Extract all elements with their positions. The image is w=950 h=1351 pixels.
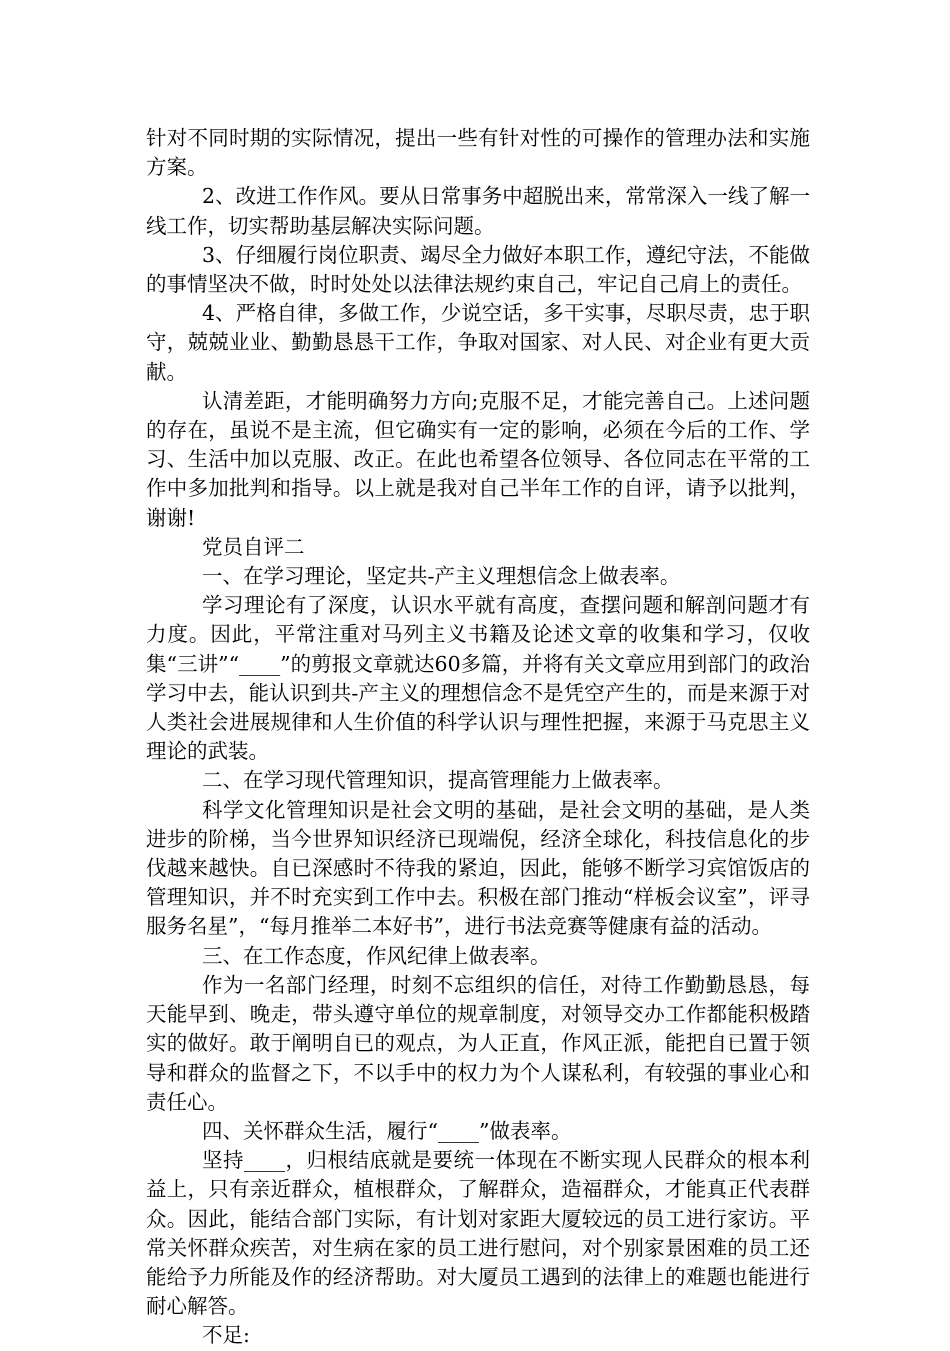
paragraph: 3、仔细履行岗位职责、竭尽全力做好本职工作，遵纪守法，不能做的事情坚决不做，时时处处以法律法规约束自己，牢记自己肩上的责任。: [146, 242, 810, 297]
paragraph: 认清差距，才能明确努力方向;克服不足，才能完善自己。上述问题的存在，虽说不是主流，但它确实有一定的影响，必须在今后的工作、学习、生活中加以克服、改正。在此也希望各位领导、各位同志在平常的工作中多加批判和指导。以上就是我对自己半年工作的自评，请予以批判，谢谢!: [146, 388, 810, 530]
paragraph: 2、改进工作作风。要从日常事务中超脱出来，常常深入一线了解一线工作，切实帮助基层解决实际问题。: [146, 184, 810, 238]
document-body: [146, 124, 810, 1351]
paragraph: 坚持____，归根结底就是要统一体现在不断实现人民群众的根本利益上，只有亲近群众，植根群众，了解群众，造福群众，才能真正代表群众。因此，能结合部门实际，有计划对家距大厦较远的员工进行家访。平常关怀群众疾苦，对生病在家的员工进行慰问，对个别家景困难的员工还能给予力所能及作的经济帮助。对大厦员工遇到的法律上的难题也能进行耐心解答。: [146, 1148, 810, 1319]
section-heading: 二、在学习现代管理知识，提高管理能力上做表率。: [202, 768, 674, 793]
paragraph: 4、严格自律，多做工作，少说空话，多干实事，尽职尽责，忠于职守，兢兢业业、勤勤恳恳干工作，争取对国家、对人民、对企业有更大贡献。: [146, 301, 810, 384]
section-heading: 党员自评二: [202, 534, 305, 559]
section-heading: 一、在学习理论，坚定共-产主义理想信念上做表率。: [202, 564, 681, 589]
paragraph: 学习理论有了深度，认识水平就有高度，查摆问题和解剖问题才有力度。因此，平常注重对马列主义书籍及论述文章的收集和学习，仅收集“三讲”“____”的剪报文章就达60多篇，并将有关文章应用到部门的政治学习中去，能认识到共-产主义的理想信念不是凭空产生的，而是来源于对人类社会进展规律和人生价值的科学认识与理性把握，来源于马克思主义理论的武装。: [146, 593, 810, 764]
section-heading: 四、关怀群众生活，履行“____”做表率。: [202, 1118, 572, 1143]
paragraph: 针对不同时期的实际情况，提出一些有针对性的可操作的管理办法和实施方案。: [146, 126, 810, 180]
paragraph: 不足:: [202, 1323, 250, 1348]
section-heading: 三、在工作态度，作风纪律上做表率。: [202, 943, 551, 968]
paragraph: 作为一名部门经理，时刻不忘组织的信任，对待工作勤勤恳恳，每天能早到、晚走，带头遵守单位的规章制度，对领导交办工作都能积极踏实的做好。敢于阐明自已的观点，为人正直，作风正派，能把自已置于领导和群众的监督之下，不以手中的权力为个人谋私利，有较强的事业心和责任心。: [146, 972, 810, 1114]
paragraph: 科学文化管理知识是社会文明的基础，是社会文明的基础，是人类进步的阶梯，当今世界知识经济已现端倪，经济全球化，科技信息化的步伐越来越快。自已深感时不待我的紧迫，因此，能够不断学习宾馆饭店的管理知识，并不时充实到工作中去。积极在部门推动“样板会议室”，评寻服务名星”，“每月推举二本好书”，进行书法竞赛等健康有益的活动。: [146, 797, 810, 939]
